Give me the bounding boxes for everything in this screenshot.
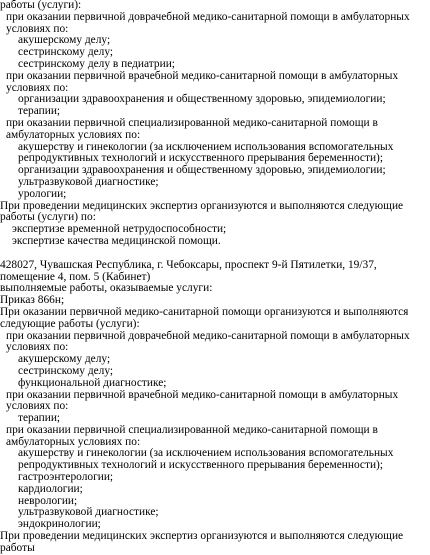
list-item: акушерству и гинекологии (за исключением использования вспомогательных репродуктивных технологий и искусственного прерывания беременности); xyxy=(18,447,394,472)
list-item: акушерству и гинекологии (за исключением использования вспомогательных репродуктивных технологий и искусственного прерывания беременности); xyxy=(18,140,394,165)
list-item: гастроэнтерологии; xyxy=(18,471,114,484)
prehospital-header: при оказании первичной доврачебной медико-санитарной помощи в амбулаторных условиях по: xyxy=(6,10,410,35)
expertise-header: При проведении медицинских экспертиз организуются и выполняются следующие работы (услуги) по: xyxy=(0,199,404,224)
list-item: организации здравоохранения и общественному здоровью, эпидемиологии; xyxy=(18,164,386,177)
doctor-care-header: при оказании первичной врачебной медико-санитарной помощи в амбулаторных условиях по: xyxy=(6,388,399,413)
list-item: сестринскому делу; xyxy=(18,364,114,377)
list-item: кардиологии; xyxy=(18,482,83,495)
prehospital-header: при оказании первичной доврачебной медико-санитарной помощи в амбулаторных условиях по: xyxy=(6,329,410,354)
expertise-header: При проведении медицинских экспертиз организуются и выполняются следующие работы xyxy=(0,530,404,554)
intro-continuation: работы (услуги): xyxy=(0,0,82,11)
list-item: ультразвуковой диагностике; xyxy=(18,175,159,188)
list-item: неврологии; xyxy=(18,494,78,507)
list-item: функциональной диагностике; xyxy=(18,376,167,389)
list-item: сестринскому делу; xyxy=(18,46,114,59)
list-item: акушерскому делу; xyxy=(18,34,111,47)
address: 428027, Чувашская Республика, г. Чебоксары, проспект 9-й Пятилетки, 19/37, помещение 4, пом. 5 (Кабинет) xyxy=(0,258,377,283)
order-number: Приказ 866н; xyxy=(0,294,65,307)
list-item: ультразвуковой диагностике; xyxy=(18,506,159,519)
list-item: эндокринологии; xyxy=(18,518,101,531)
specialized-care-header: при оказании первичной специализированной медико-санитарной помощи в амбулаторных условиях по: xyxy=(6,116,378,141)
list-item: организации здравоохранения и общественному здоровью, эпидемиологии; xyxy=(18,93,386,106)
list-item: экспертизе качества медицинской помощи. xyxy=(12,234,221,247)
primary-care-intro: При оказании первичной медико-санитарной помощи организуются и выполняются следующие работы (услуги): xyxy=(0,305,409,330)
list-item: терапии; xyxy=(18,105,61,118)
list-item: экспертизе временной нетрудоспособности; xyxy=(12,223,227,236)
specialized-care-header: при оказании первичной специализированной медико-санитарной помощи в амбулаторных условиях по: xyxy=(6,423,378,448)
list-item: акушерскому делу; xyxy=(18,353,111,366)
doctor-care-header: при оказании первичной врачебной медико-санитарной помощи в амбулаторных условиях по: xyxy=(6,69,399,94)
works-label: выполняемые работы, оказываемые услуги: xyxy=(0,282,213,295)
section-spacer xyxy=(0,248,430,260)
list-item: урологии; xyxy=(18,187,67,200)
list-item: терапии; xyxy=(18,412,61,425)
list-item: сестринскому делу в педиатрии; xyxy=(18,57,175,70)
